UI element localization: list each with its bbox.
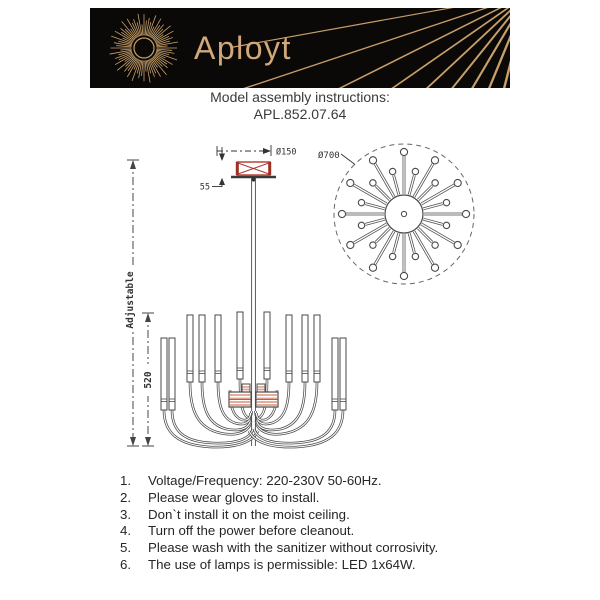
dimension-adjustable <box>123 160 139 446</box>
label-body-height: 520 <box>143 371 154 389</box>
list-item-number: 5. <box>120 540 132 556</box>
top-view-body <box>334 144 474 284</box>
list-item-text: Please wash with the sanitizer without corrosivity. <box>148 540 439 556</box>
brand-logo-text: Aployt <box>194 30 292 66</box>
center-hub <box>229 384 278 407</box>
list-item <box>120 557 438 574</box>
dimension-body-height <box>141 313 154 446</box>
front-view-drawing <box>123 145 346 447</box>
list-item-number: 6. <box>120 556 132 572</box>
list-item-number: 3. <box>120 506 132 522</box>
list-item-number: 2. <box>120 489 132 505</box>
list-item-text: Please wear gloves to install. <box>148 489 320 505</box>
list-item-number: 4. <box>120 523 132 539</box>
top-view-drawing <box>318 144 474 284</box>
list-item-text: Turn off the power before cleanout. <box>148 523 355 539</box>
front-view-body <box>161 178 346 447</box>
ceiling-canopy <box>231 162 276 182</box>
list-item-number: 1. <box>120 473 132 488</box>
label-adjustable: Adjustable <box>125 271 136 329</box>
label-top-diameter: Ø700 <box>318 151 340 161</box>
dimension-canopy-height <box>200 147 225 193</box>
instruction-list <box>120 473 438 574</box>
list-item <box>120 473 438 490</box>
model-number: APL.852.07.64 <box>253 106 347 122</box>
list-item <box>120 507 438 524</box>
list-item <box>120 523 438 540</box>
list-item <box>120 540 438 557</box>
list-item-text: Voltage/Frequency: 220-230V 50-60Hz. <box>148 473 382 488</box>
label-canopy-height: 55 <box>199 182 210 193</box>
dimension-top-diameter <box>318 150 355 165</box>
list-item <box>120 490 438 507</box>
dimension-canopy-diameter <box>217 145 296 158</box>
label-canopy-diameter: Ø150 <box>276 147 297 158</box>
page-title: Model assembly instructions: <box>210 89 390 105</box>
list-item-text: Don`t install it on the moist ceiling. <box>148 506 350 522</box>
list-item-text: The use of lamps is permissible: LED 1x64W. <box>148 556 416 572</box>
